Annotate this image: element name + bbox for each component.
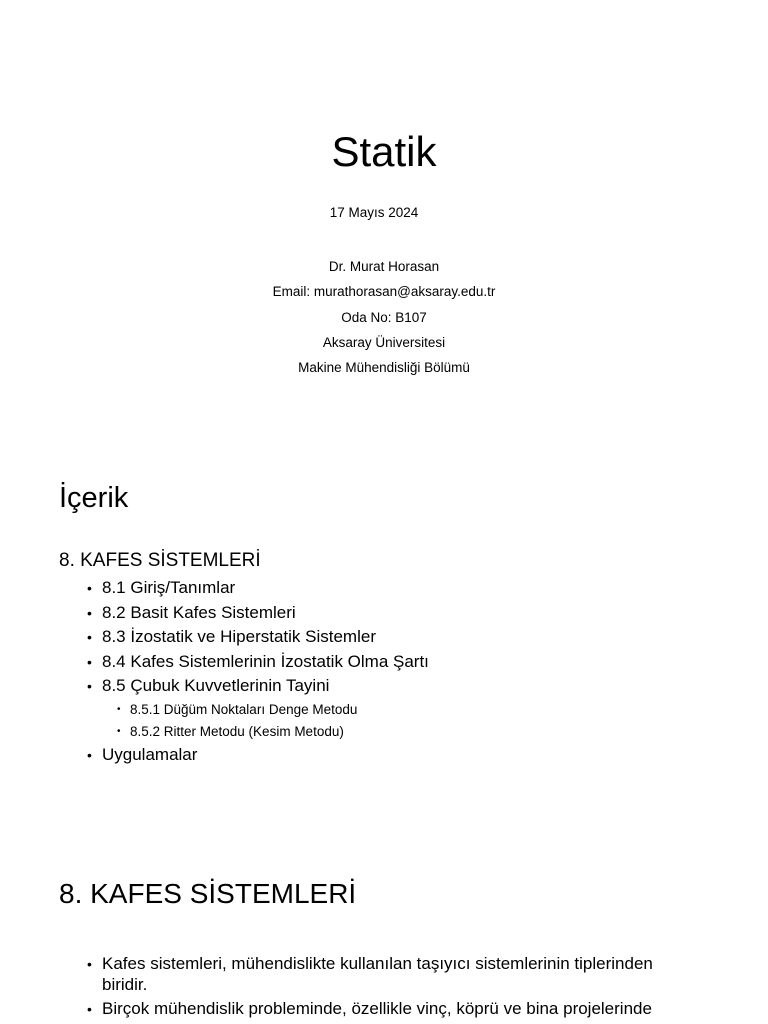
author-room: Oda No: B107 bbox=[341, 309, 427, 325]
bullet-icon: • bbox=[87, 1001, 92, 1017]
bullet-icon: • bbox=[87, 604, 92, 621]
author-email: Email: murathorasan@aksaray.edu.tr bbox=[272, 284, 496, 300]
section-bullet bbox=[0, 954, 768, 995]
toc-item-label: 8.5 Çubuk Kuvvetlerinin Tayini bbox=[102, 676, 330, 696]
bullet-icon: • bbox=[87, 956, 92, 972]
toc-item bbox=[0, 601, 429, 626]
toc-item bbox=[0, 650, 429, 675]
section-bullet-list bbox=[0, 954, 768, 1024]
section-bullet-text: Birçok mühendislik probleminde, özellikle vinç, köprü ve bina projelerinde bbox=[102, 999, 652, 1018]
toc-item-label: Uygulamalar bbox=[102, 744, 198, 764]
author-name: Dr. Murat Horasan bbox=[328, 259, 440, 274]
author-university: Aksaray Üniversitesi bbox=[322, 334, 446, 350]
toc-item bbox=[0, 743, 429, 768]
toc-item-label: 8.4 Kafes Sistemlerinin İzostatik Olma Şartı bbox=[102, 651, 429, 671]
presentation-title: Statik bbox=[331, 128, 437, 175]
toc-item-label: 8.5.2 Ritter Metodu (Kesim Metodu) bbox=[130, 723, 344, 739]
toc-item-label: 8.2 Basit Kafes Sistemleri bbox=[102, 602, 296, 622]
section-bullet-text: Kafes sistemleri, mühendislikte kullanılan taşıyıcı sistemlerinin tiplerinden biridir. bbox=[102, 954, 653, 994]
bullet-icon: • bbox=[87, 580, 92, 596]
section-title: 8. KAFES SİSTEMLERİ bbox=[59, 878, 357, 909]
toc-item-label: 8.5.1 Düğüm Noktaları Denge Metodu bbox=[130, 701, 358, 717]
toc-item bbox=[0, 576, 429, 601]
toc-slide bbox=[0, 430, 768, 830]
author-info bbox=[0, 254, 768, 380]
bullet-icon: • bbox=[87, 746, 92, 763]
presentation-date: 17 Mayıs 2024 bbox=[329, 205, 419, 220]
toc-item-label: 8.3 İzostatik ve Hiperstatik Sistemler bbox=[102, 627, 376, 647]
toc-item bbox=[0, 625, 429, 650]
title-slide bbox=[0, 0, 768, 430]
author-department: Makine Mühendisliği Bölümü bbox=[298, 360, 470, 376]
toc-title: İçerik bbox=[59, 482, 129, 514]
bullet-icon: • bbox=[87, 629, 92, 646]
toc-item bbox=[0, 674, 429, 699]
toc-item-label: 8.1 Giriş/Tanımlar bbox=[102, 578, 236, 597]
toc-subitem bbox=[0, 721, 429, 743]
bullet-icon: • bbox=[87, 678, 92, 695]
section-bullet bbox=[0, 999, 768, 1020]
toc-subitem bbox=[0, 699, 429, 721]
toc-section-heading: 8. KAFES SİSTEMLERİ bbox=[59, 550, 261, 571]
bullet-icon: • bbox=[87, 653, 92, 670]
bullet-icon: • bbox=[117, 725, 121, 737]
bullet-icon: • bbox=[117, 703, 121, 715]
toc-list bbox=[0, 576, 429, 768]
section-slide bbox=[0, 830, 768, 1024]
